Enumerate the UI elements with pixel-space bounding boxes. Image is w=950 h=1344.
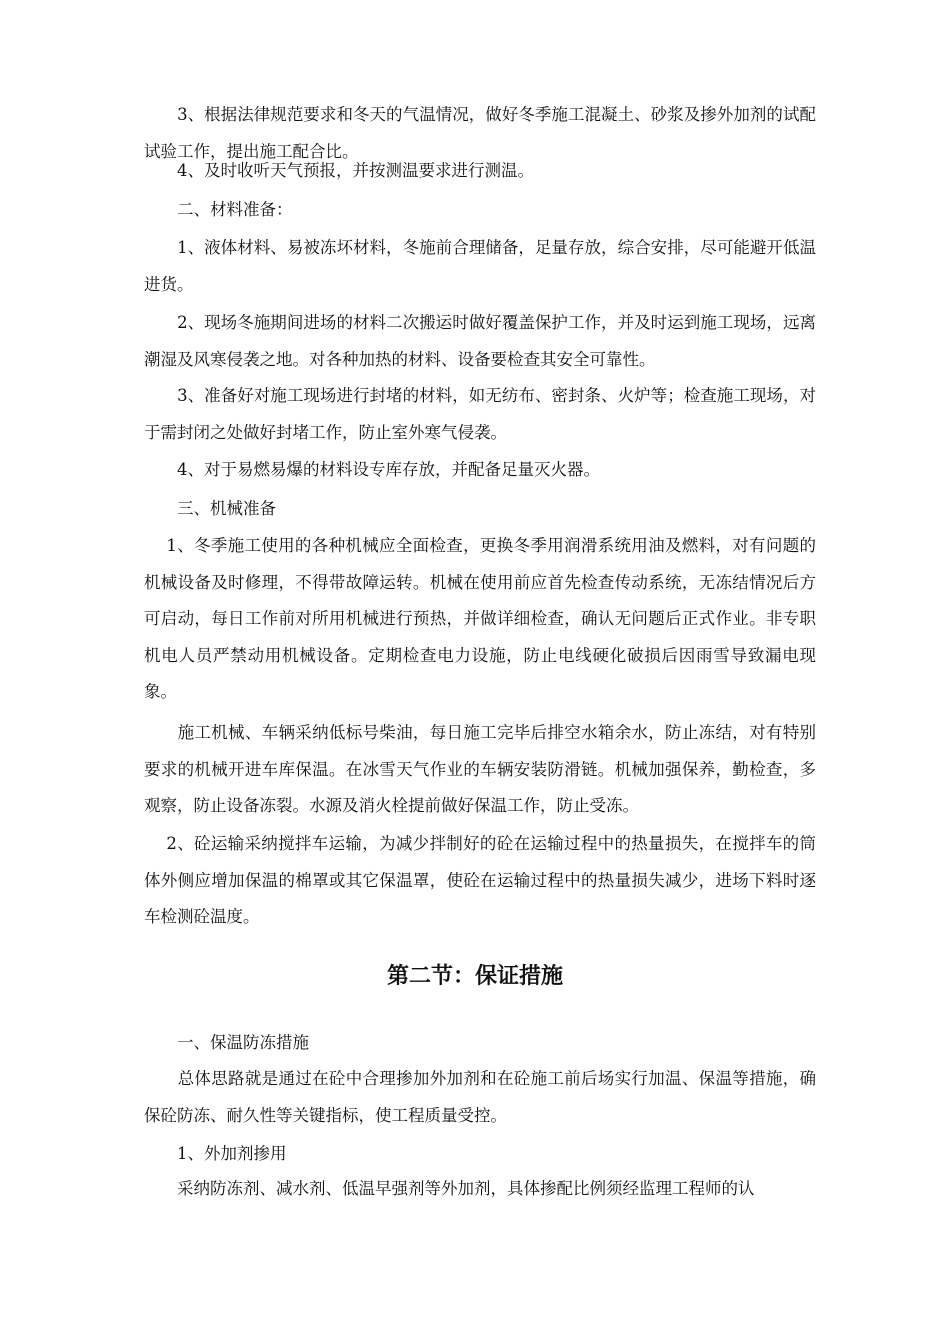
paragraph-10: 总体思路就是通过在砼中合理掺加外加剂和在砼施工前后场实行加温、保温等措施，确保砼防冻、耐久性等关键指标，使工程质量受控。 — [144, 1069, 816, 1125]
subheading-machinery: 三、机械准备 — [144, 499, 276, 518]
paragraph-1: 3、根据法律规范要求和冬天的气温情况，做好冬季施工混凝土、砂浆及掺外加剂的试配试验工作，提出施工配合比。 — [144, 105, 816, 161]
paragraph-3: 1、液体材料、易被冻坏材料，冬施前合理储备，足量存放，综合安排，尽可能避开低温进货。 — [144, 238, 816, 294]
section-title: 第二节：保证措施 — [386, 963, 563, 989]
paragraph-5: 3、准备好对施工现场进行封堵的材料，如无纺布、密封条、火炉等；检查施工现场，对于需封闭之处做好封堵工作，防止室外寒气侵袭。 — [144, 386, 816, 442]
paragraph-6: 4、对于易燃易爆的材料设专库存放，并配备足量灭火器。 — [144, 460, 600, 479]
paragraph-7: 1、冬季施工使用的各种机械应全面检查，更换冬季用润滑系统用油及燃料，对有问题的机械设备及时修理，不得带故障运转。机械在使用前应首先检查传动系统，无冻结情况后方可启动，每日工作前对所用机械进行预热，并做详细检查，确认无问题后正式作业。非专职机电人员严禁动用机械设备。定期检查电力设施，防止电线硬化破损后因雨雪导致漏电现象。 — [144, 536, 816, 701]
paragraph-11: 采纳防冻剂、减水剂、低温早强剂等外加剂，具体掺配比例须经监理工程师的认 — [144, 1179, 755, 1198]
paragraph-4: 2、现场冬施期间进场的材料二次搬运时做好覆盖保护工作，并及时运到施工现场，远离潮湿及风寒侵袭之地。对各种加热的材料、设备要检查其安全可靠性。 — [144, 313, 816, 369]
subheading-insulation: 一、保温防冻措施 — [144, 1033, 309, 1052]
paragraph-9: 2、砼运输采纳搅拌车运输，为减少拌制好的砼在运输过程中的热量损失，在搅拌车的筒体外侧应增加保温的棉罩或其它保温罩，使砼在运输过程中的热量损失减少，进场下料时逐车检测砼温度。 — [144, 834, 816, 926]
paragraph-2: 4、及时收听天气预报，并按测温要求进行测温。 — [144, 161, 534, 180]
paragraph-8: 施工机械、车辆采纳低标号柴油，每日施工完毕后排空水箱余水，防止冻结，对有特别要求的机械开进车库保温。在冰雪天气作业的车辆安装防滑链。机械加强保养，勤检查，多观察，防止设备冻裂。水源及消火栓提前做好保温工作，防止受冻。 — [144, 723, 816, 815]
subheading-admixture: 1、外加剂掺用 — [144, 1144, 287, 1163]
subheading-materials: 二、材料准备： — [144, 200, 293, 219]
